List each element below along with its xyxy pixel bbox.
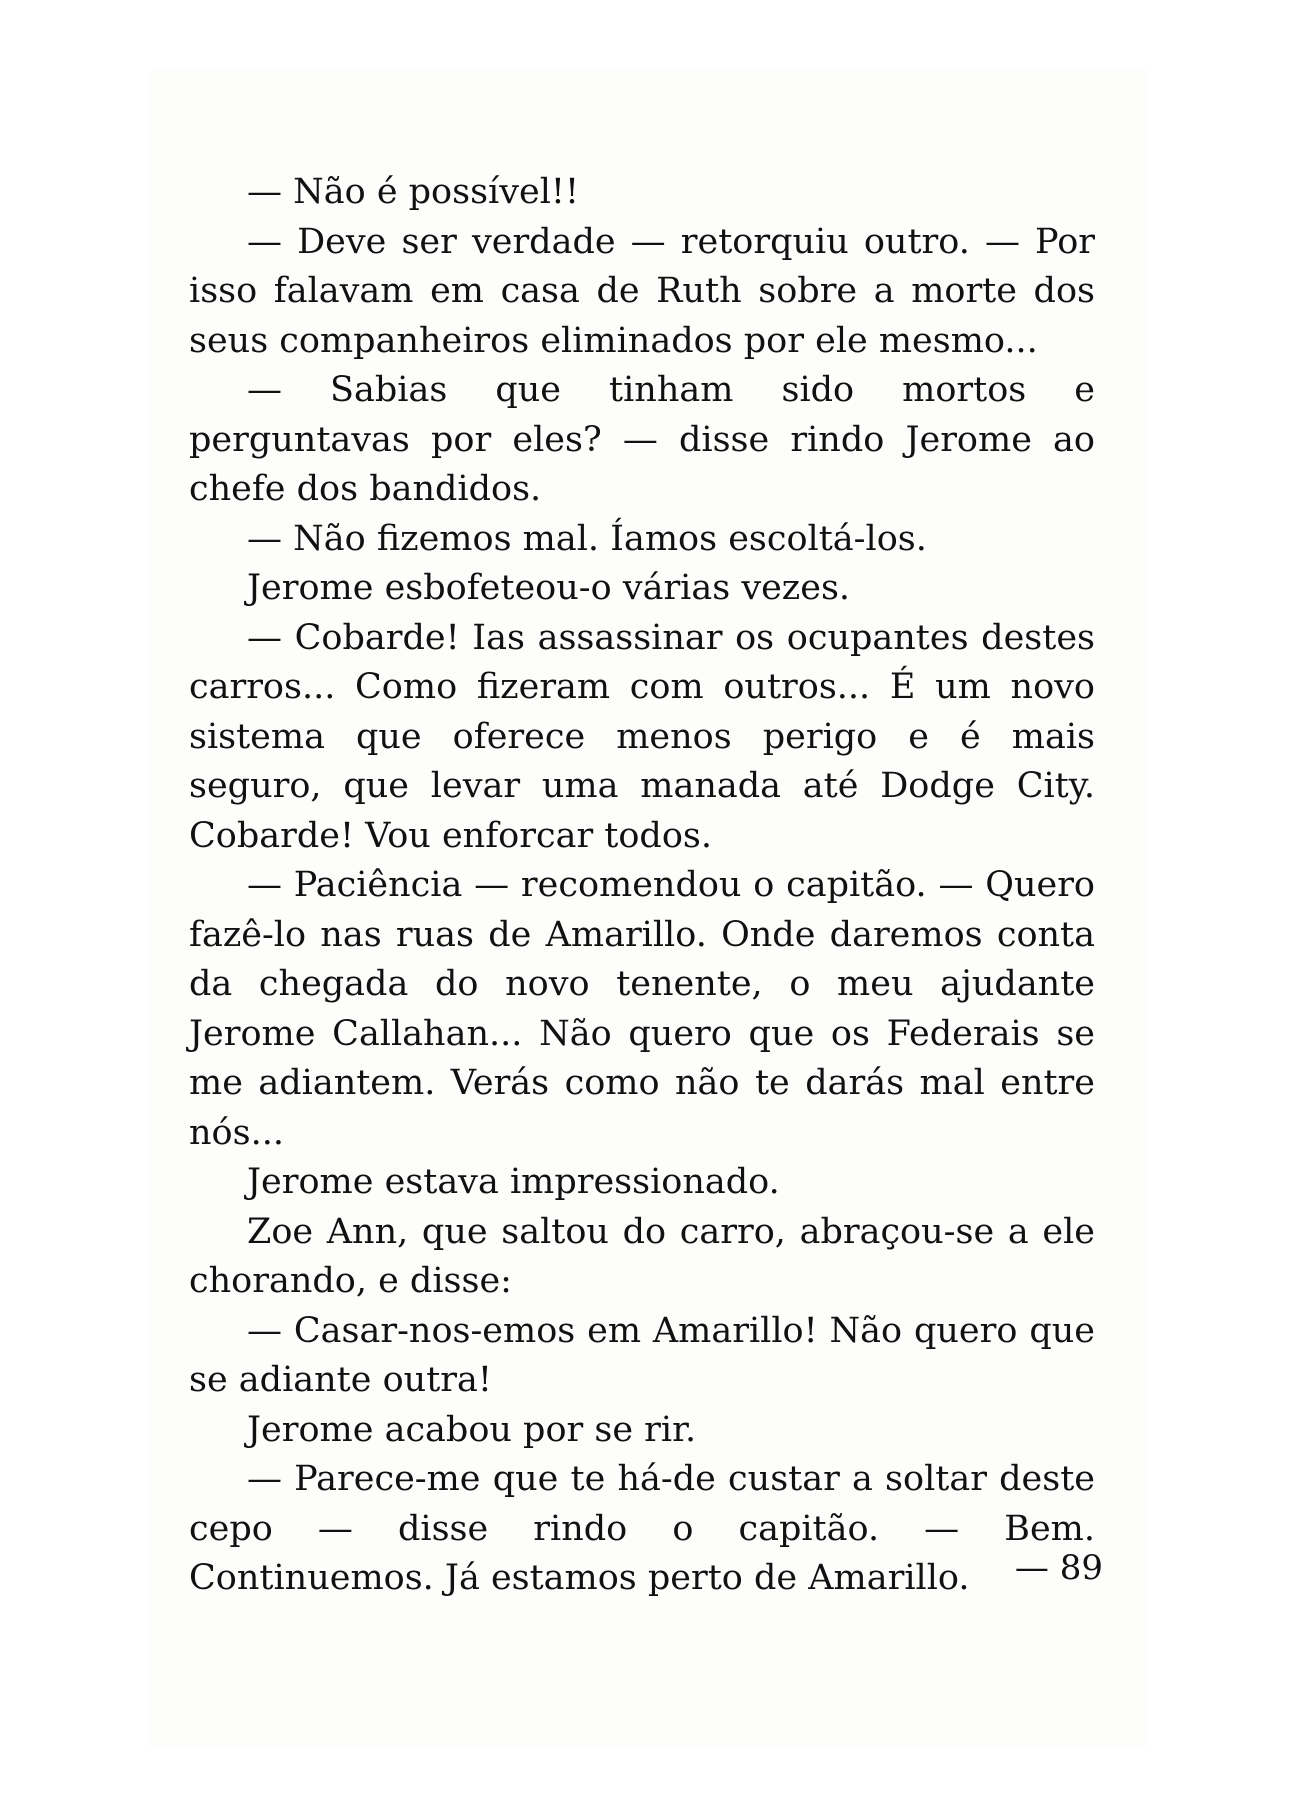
paragraph-9: Zoe Ann, que saltou do carro, abraçou-se a ele chorando, e disse: xyxy=(189,1211,1095,1301)
page-number: — 89 xyxy=(1014,1548,1103,1588)
page-body-text xyxy=(189,168,1095,1604)
paragraph-4: — Não fizemos mal. Íamos escoltá-los. xyxy=(247,518,927,559)
paragraph-11: Jerome acabou por se rir. xyxy=(247,1409,697,1450)
paragraph-5: Jerome esbofeteou-o várias vezes. xyxy=(247,568,851,608)
paragraph-2: — Deve ser verdade — retorquiu outro. — Por isso falavam em casa de Ruth sobre a morte dos seus companheiros eliminados por ele mesmo... xyxy=(189,221,1095,361)
paragraph-1: — Não é possível!! xyxy=(247,172,580,212)
paragraph-3: — Sabias que tinham sido mortos e perguntavas por eles? — disse rindo Jerome ao chefe dos bandidos. xyxy=(189,370,1095,509)
paragraph-10: — Casar-nos-emos em Amarillo! Não quero que se adiante outra! xyxy=(189,1310,1095,1400)
paragraph-8: Jerome estava impressionado. xyxy=(247,1162,780,1202)
paragraph-7: — Paciência — recomendou o capitão. — Quero fazê-lo nas ruas de Amarillo. Onde daremos conta da chegada do novo tenente, o meu ajudante Jerome Callahan... Não quero que os Federais se me adiantem. Verás como não te darás mal entre nós... xyxy=(189,865,1095,1153)
paragraph-6: — Cobarde! Ias assassinar os ocupantes destes carros... Como fizeram com outros... É um novo sistema que oferece menos perigo e é mais seguro, que levar uma manada até Dodge City. Cobarde! Vou enforcar todos. xyxy=(189,617,1095,856)
paragraph-12: — Parece-me que te há-de custar a soltar deste cepo — disse rindo o capitão. — Bem. Continuemos. Já estamos perto de Amarillo. xyxy=(189,1459,1095,1598)
